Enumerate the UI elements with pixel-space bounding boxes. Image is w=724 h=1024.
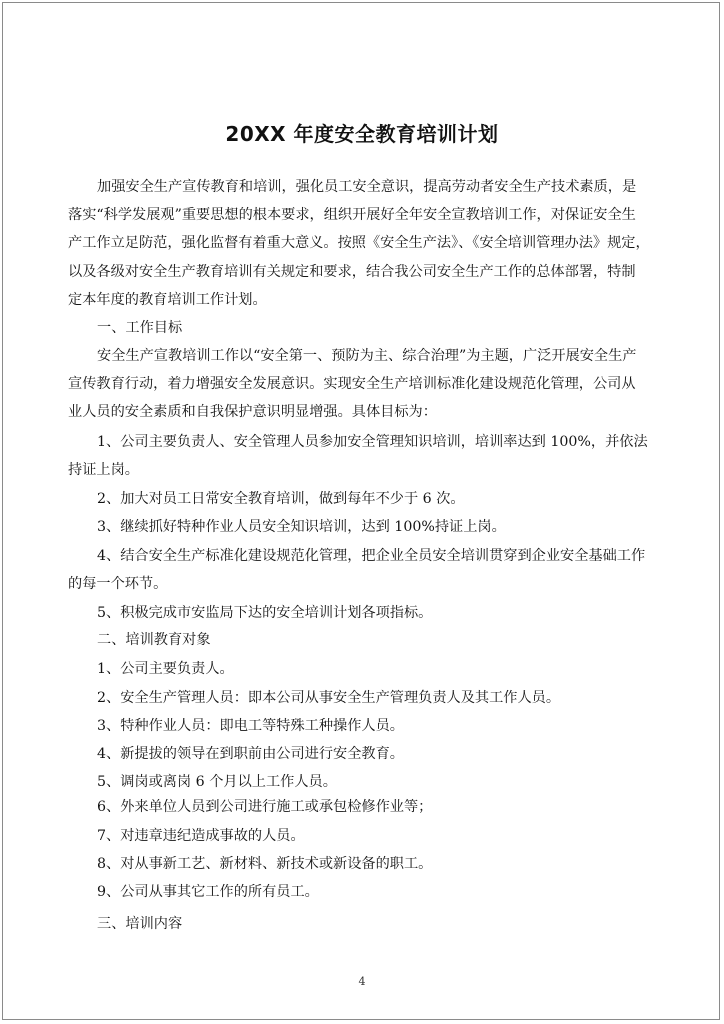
intro-line: 落实“科学发展观”重要思想的根本要求，组织开展好全年安全宣教培训工作，对保证安全生 (68, 207, 636, 223)
intro-line: 以及各级对安全生产教育培训有关规定和要求，结合我公司安全生产工作的总体部署，特制 (68, 264, 636, 280)
target-item: 6、外来单位人员到公司进行施工或承包检修作业等； (97, 799, 433, 815)
intro-line: 加强安全生产宣传教育和培训，强化员工安全意识，提高劳动者安全生产技术素质，是 (97, 179, 637, 195)
target-item: 5、调岗或离岗 6 个月以上工作人员。 (97, 774, 337, 790)
target-item: 4、新提拔的领导在到职前由公司进行安全教育。 (97, 746, 404, 762)
target-item: 9、公司从事其它工作的所有员工。 (97, 884, 319, 900)
target-item: 8、对从事新工艺、新材料、新技术或新设备的职工。 (97, 856, 433, 872)
target-item: 3、特种作业人员：即电工等特殊工种操作人员。 (97, 718, 404, 734)
goals-paragraph-line: 宣传教育行动，着力增强安全发展意识。实现安全生产培训标准化建设规范化管理，公司从 (68, 376, 636, 392)
goals-paragraph-line: 安全生产宣教培训工作以“安全第一、预防为主、综合治理”为主题，广泛开展安全生产 (97, 348, 637, 364)
goal-item: 4、结合安全生产标准化建设规范化管理，把企业全员安全培训贯穿到企业安全基础工作 (97, 548, 646, 564)
document-title: 20XX 年度安全教育培训计划 (225, 122, 499, 146)
goal-item: 2、加大对员工日常安全教育培训，做到每年不少于 6 次。 (97, 491, 465, 507)
goal-item-continuation: 的每一个环节。 (68, 576, 168, 592)
goal-item: 5、积极完成市安监局下达的安全培训计划各项指标。 (97, 605, 433, 621)
section-heading-goals: 一、工作目标 (97, 320, 183, 336)
target-item: 2、安全生产管理人员：即本公司从事安全生产管理负责人及其工作人员。 (97, 690, 561, 706)
target-item: 7、对违章违纪造成事故的人员。 (97, 828, 305, 844)
goal-item: 3、继续抓好特种作业人员安全知识培训，达到 100%持证上岗。 (97, 519, 506, 535)
goal-item-continuation: 持证上岗。 (68, 462, 139, 478)
intro-line: 产工作立足防范，强化监督有着重大意义。按照《安全生产法》、《安全培训管理办法》规定， (68, 235, 650, 251)
goal-item: 1、公司主要负责人、安全管理人员参加安全管理知识培训，培训率达到 100%，并依法 (97, 434, 648, 450)
target-item: 1、公司主要负责人。 (97, 661, 234, 677)
page-number: 4 (358, 975, 366, 988)
intro-line: 定本年度的教育培训工作计划。 (68, 292, 267, 308)
section-heading-content: 三、培训内容 (97, 916, 183, 932)
section-heading-targets: 二、培训教育对象 (97, 632, 211, 648)
goals-paragraph-line: 业人员的安全素质和自我保护意识明显增强。具体目标为： (68, 404, 437, 420)
